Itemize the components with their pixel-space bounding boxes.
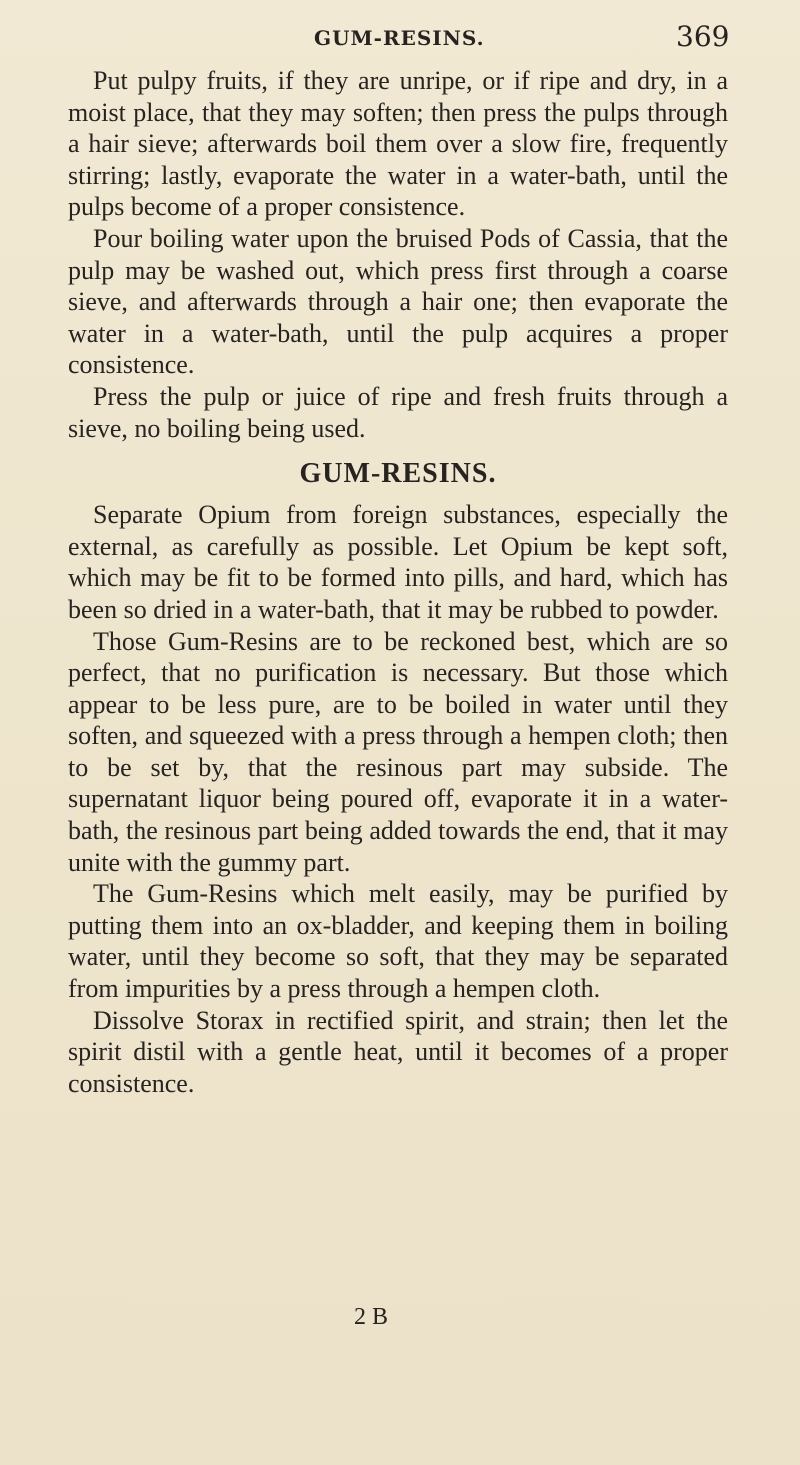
paragraph-gum-resins-purification: Those Gum-Resins are to be reckoned best, which are so perfect, that no purification is necessary. But those which appear to be less pure, are to be boiled in water until they soften, and squeezed with a press through a hempen cloth; then to be set by, that the resinous part may subside. The supernatant liquor being poured off, evaporate it in a water-bath, the resinous part being added towards the end, that it may unite with the gummy part. [68,626,728,877]
running-head [0,18,800,58]
paragraph-fresh-fruits: Press the pulp or juice of ripe and fresh fruits through a sieve, no boiling being used. [68,381,728,443]
paragraph-storax: Dissolve Storax in rectified spirit, and strain; then let the spirit distil with a gentle heat, until it becomes of a proper consistence. [68,1005,728,1098]
paragraph-cassia-pods: Pour boiling water upon the bruised Pods of Cassia, that the pulp may be washed out, which press first through a coarse sieve, and afterwards through a hair one; then evaporate the water in a water-bath, until the pulp acquires a proper consistence. [68,223,728,380]
paragraph-pulpy-fruits: Put pulpy fruits, if they are unripe, or if ripe and dry, in a moist place, that they may soften; then press the pulps through a hair sieve; afterwards boil them over a slow fire, frequently stirring; lastly, evaporate the water in a water-bath, until the pulps become of a proper consistence. [68,66,728,222]
signature-mark: 2 B [354,1304,389,1330]
page-number: 369 [676,20,730,53]
section-heading: GUM-RESINS. [299,458,497,490]
body-text [68,65,728,1099]
paragraph-melting-gum-resins: The Gum-Resins which melt easily, may be purified by putting them into an ox-bladder, and keeping them in boiling water, until they become so soft, that they may be separated from impurities by a press through a hempen cloth. [68,879,728,1004]
paragraph-opium: Separate Opium from foreign substances, especially the external, as carefully as possible. Let Opium be kept soft, which may be fit to be formed into pills, and hard, which has been so dried in a water-bath, that it may be rubbed to powder. [68,500,728,624]
running-title: GUM-RESINS. [314,26,485,50]
